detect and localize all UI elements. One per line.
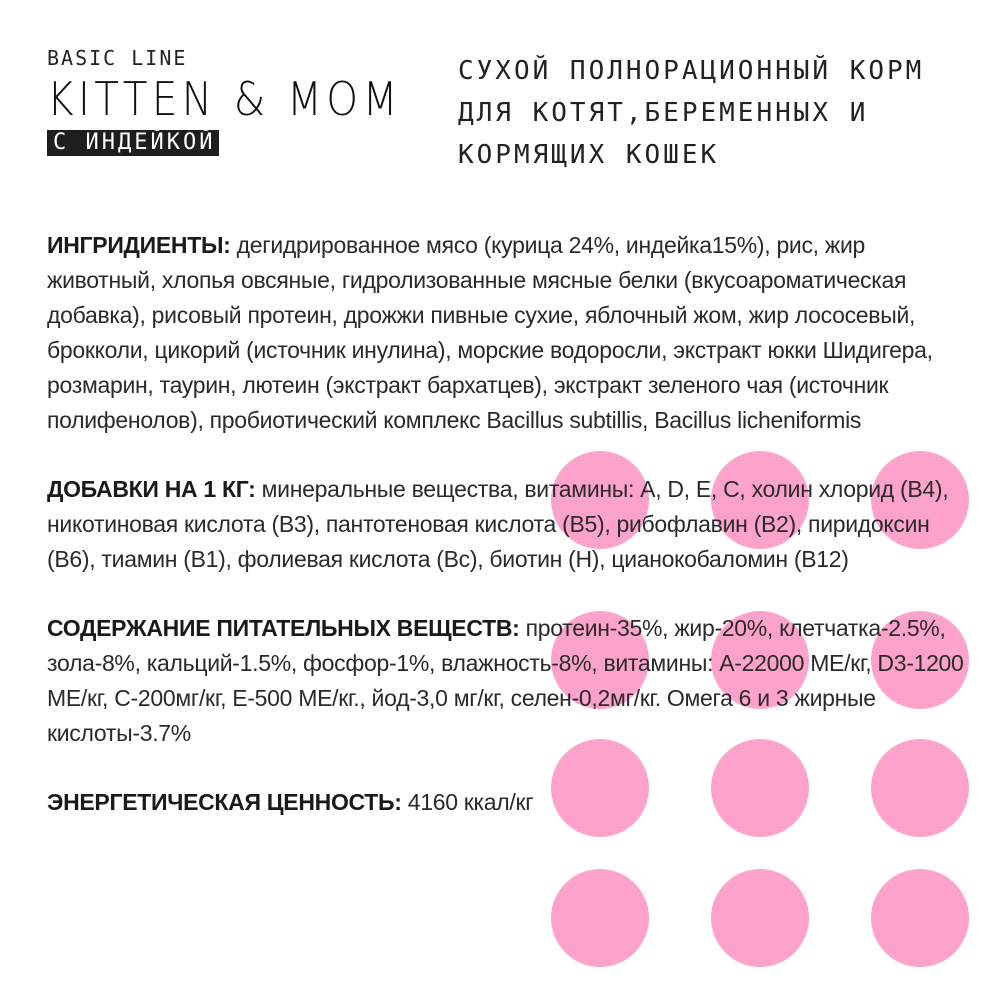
additives-label: ДОБАВКИ НА 1 КГ: xyxy=(47,476,256,502)
pink-dot xyxy=(551,869,649,967)
composition-content xyxy=(47,228,967,820)
ingredients-text: дегидрированное мясо (курица 24%, индейка15%), рис, жир животный, хлопья овсяные, гидролизованные мясные белки (вкусоароматическая добавка), рисовый протеин, дрожжи пивные сухие, яблочный жом, жир лососевый, брокколи, цикорий (источник инулина), морские водоросли, экстракт юкки Шидигера, розмарин, таурин, лютеин (экстракт бархатцев), экстракт зеленого чая (источник полифенолов), пробиотический комплекс Bacillus subtillis, Bacillus licheniformis xyxy=(47,232,933,433)
brand-line: BASIC LINE xyxy=(47,46,188,70)
flavor-badge: С ИНДЕЙКОЙ xyxy=(47,130,219,156)
pink-dot xyxy=(871,869,969,967)
nutrients-text: протеин-35%, жир-20%, клетчатка-2.5%, зола-8%, кальций-1.5%, фосфор-1%, влажность-8%, витамины: А-22000 МЕ/кг, D3-1200 МЕ/кг, С-200мг/кг, Е-500 МЕ/кг., йод-3,0 мг/кг, селен-0,2мг/кг. Омега 6 и 3 жирные кислоты-3.7% xyxy=(47,615,964,746)
tagline-line-3: КОРМЯЩИХ КОШЕК xyxy=(458,140,720,170)
ingredients-label: ИНГРИДИЕНТЫ: xyxy=(47,232,231,258)
energy-label: ЭНЕРГЕТИЧЕСКАЯ ЦЕННОСТЬ: xyxy=(47,789,402,815)
product-tagline xyxy=(458,50,978,176)
tagline-line-1: СУХОЙ ПОЛНОРАЦИОННЫЙ КОРМ xyxy=(458,56,925,86)
energy-text: 4160 ккал/кг xyxy=(407,789,534,815)
energy-section xyxy=(47,785,967,820)
additives-section xyxy=(47,472,967,577)
tagline-line-2: ДЛЯ КОТЯТ,БЕРЕМЕННЫХ И xyxy=(458,98,869,128)
ingredients-section xyxy=(47,228,967,438)
nutrients-label: СОДЕРЖАНИЕ ПИТАТЕЛЬНЫХ ВЕЩЕСТВ: xyxy=(47,615,520,641)
nutrients-section xyxy=(47,611,967,751)
pink-dot xyxy=(711,869,809,967)
product-title: KITTEN & MOM xyxy=(47,72,402,126)
brand-block xyxy=(47,44,450,156)
additives-text: минеральные вещества, витамины: A, D, E, C, холин хлорид (B4), никотиновая кислота (B3), пантотеновая кислота (B5), рибофлавин (B2), пиридоксин (B6), тиамин (B1), фолиевая кислота (Bc), биотин (H), цианокобаломин (B12) xyxy=(47,476,949,572)
